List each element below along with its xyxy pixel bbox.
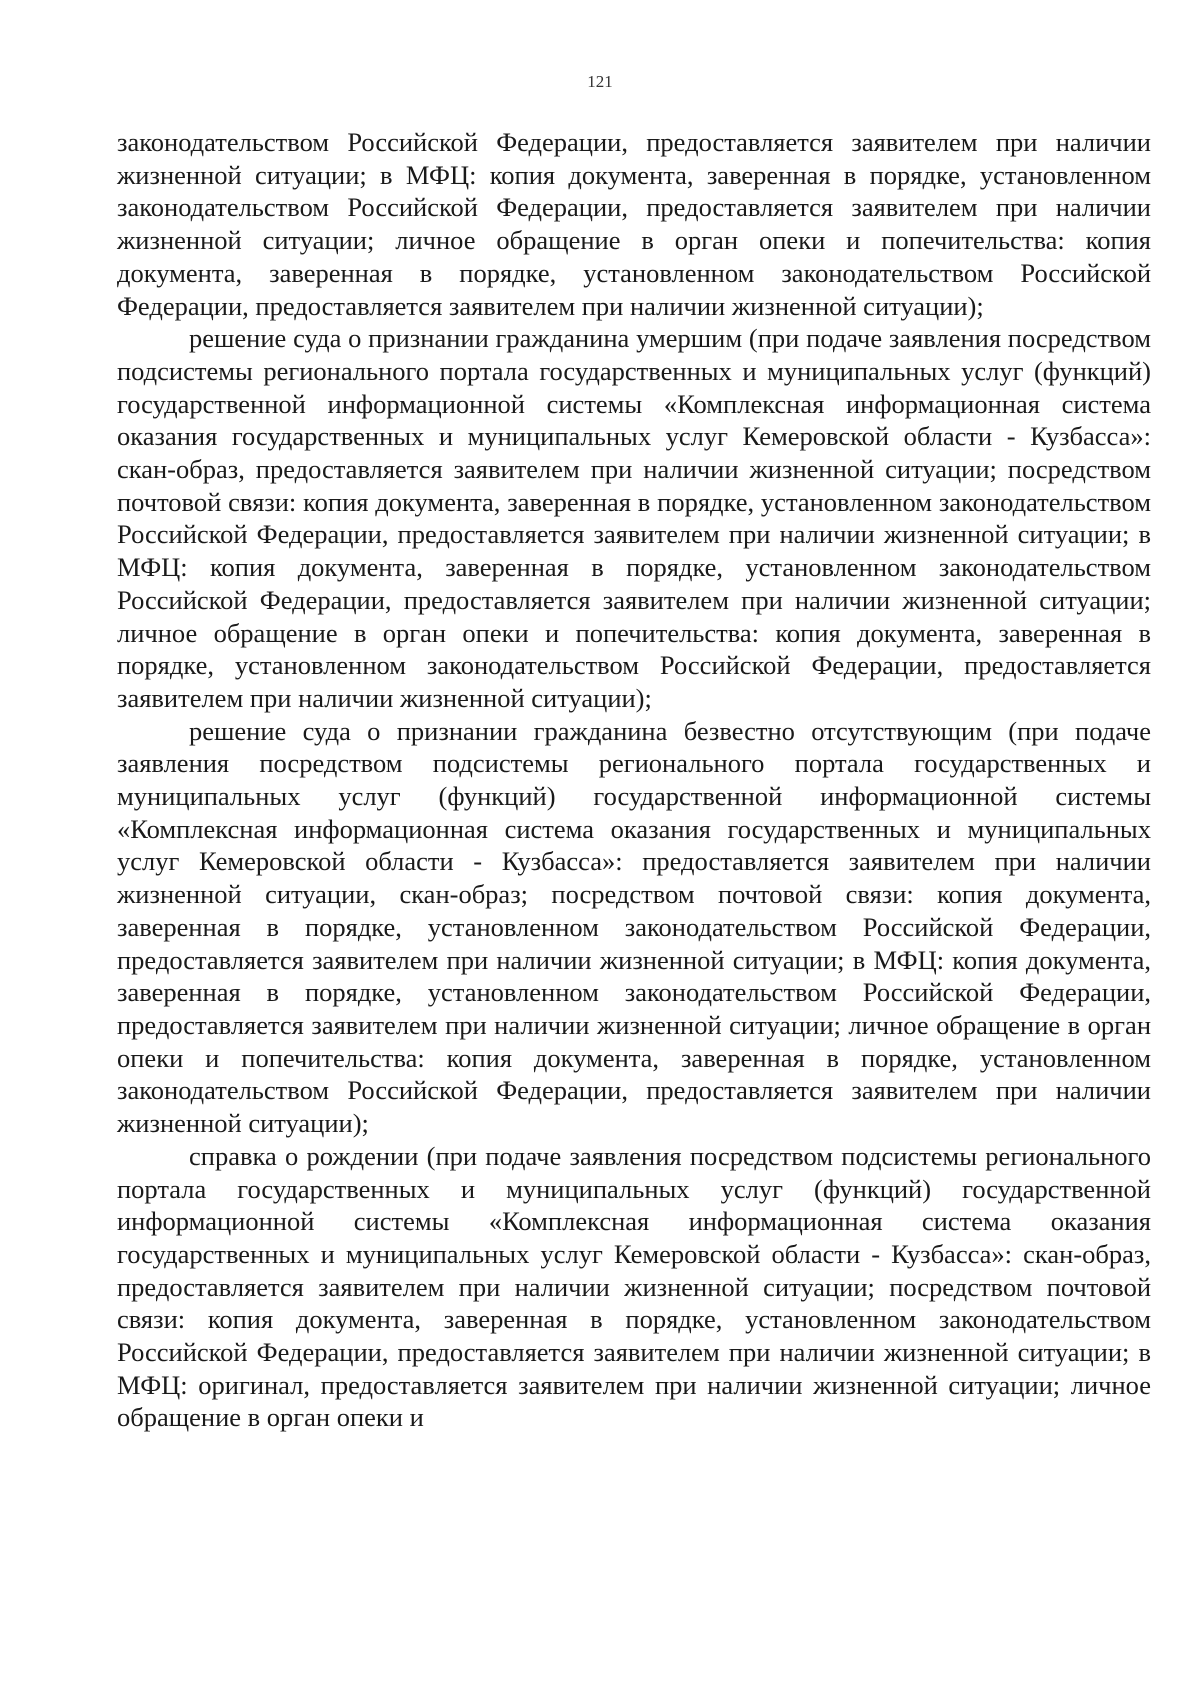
page-number: 121	[587, 72, 613, 91]
paragraph-court-decision-missing: решение суда о признании гражданина безвестно отсутствующим (при подаче заявления посредством подсистемы регионального портала государственных и муниципальных услуг (функций) государственной информационной системы «Комплексная информационная система оказания государственных и муниципальных услуг Кемеровской области - Кузбасса»: предоставляется заявителем при наличии жизненной ситуации, скан-образ; посредством почтовой связи: копия документа, заверенная в порядке, установленном законодательством Российской Федерации, предоставляется заявителем при наличии жизненной ситуации; в МФЦ: копия документа, заверенная в порядке, установленном законодательством Российской Федерации, предоставляется заявителем при наличии жизненной ситуации; личное обращение в орган опеки и попечительства: копия документа, заверенная в порядке, установленном законодательством Российской Федерации, предоставляется заявителем при наличии жизненной ситуации);	[117, 715, 1151, 1139]
document-body	[117, 126, 1151, 1434]
paragraph-birth-certificate: справка о рождении (при подаче заявления посредством подсистемы регионального портала государственных и муниципальных услуг (функций) государственной информационной системы «Комплексная информационная система оказания государственных и муниципальных услуг Кемеровской области - Кузбасса»: скан-образ, предоставляется заявителем при наличии жизненной ситуации; посредством почтовой связи: копия документа, заверенная в порядке, установленном законодательством Российской Федерации, предоставляется заявителем при наличии жизненной ситуации; в МФЦ: оригинал, предоставляется заявителем при наличии жизненной ситуации; личное обращение в орган опеки и	[117, 1140, 1151, 1433]
paragraph-continuation: законодательством Российской Федерации, предоставляется заявителем при наличии жизненной ситуации; в МФЦ: копия документа, заверенная в порядке, установленном законодательством Российской Федерации, предоставляется заявителем при наличии жизненной ситуации; личное обращение в орган опеки и попечительства: копия документа, заверенная в порядке, установленном законодательством Российской Федерации, предоставляется заявителем при наличии жизненной ситуации);	[117, 127, 1151, 321]
paragraph-court-decision-deceased: решение суда о признании гражданина умершим (при подаче заявления посредством подсистемы регионального портала государственных и муниципальных услуг (функций) государственной информационной системы «Комплексная информационная система оказания государственных и муниципальных услуг Кемеровской области - Кузбасса»: скан-образ, предоставляется заявителем при наличии жизненной ситуации; посредством почтовой связи: копия документа, заверенная в порядке, установленном законодательством Российской Федерации, предоставляется заявителем при наличии жизненной ситуации; в МФЦ: копия документа, заверенная в порядке, установленном законодательством Российской Федерации, предоставляется заявителем при наличии жизненной ситуации; личное обращение в орган опеки и попечительства: копия документа, заверенная в порядке, установленном законодательством Российской Федерации, предоставляется заявителем при наличии жизненной ситуации);	[117, 323, 1151, 713]
